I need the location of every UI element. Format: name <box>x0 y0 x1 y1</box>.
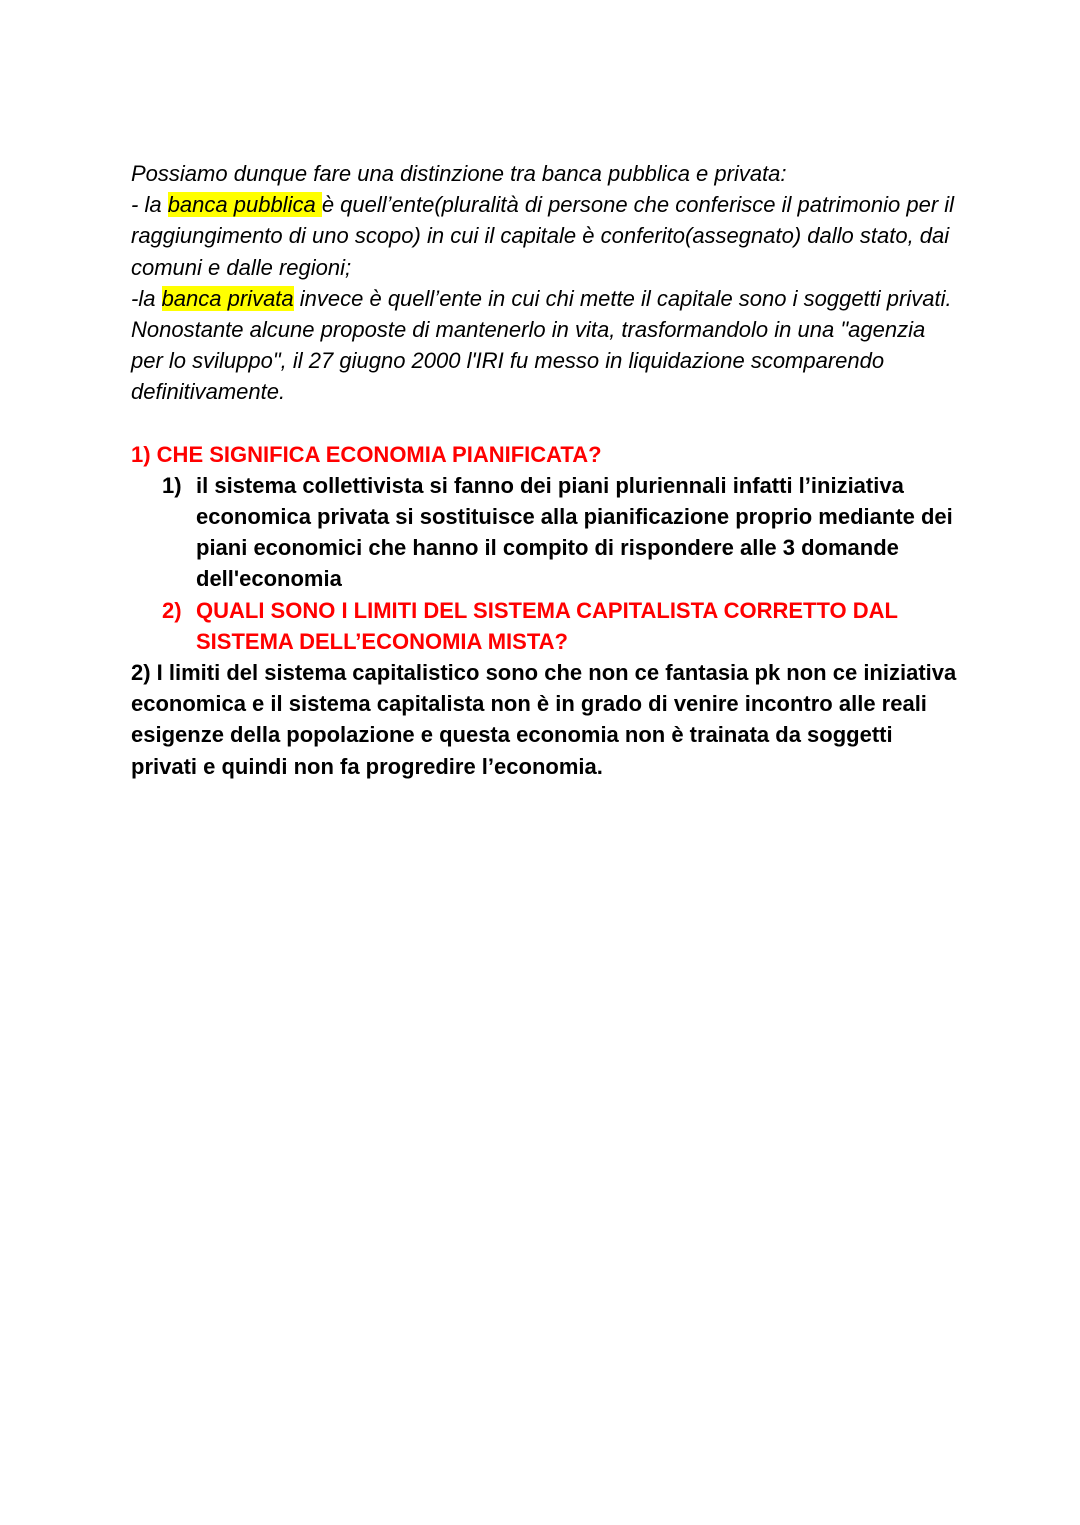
private-bank-highlight: banca privata <box>161 285 294 311</box>
intro-paragraph: Possiamo dunque fare una distinzione tra banca pubblica e privata: <box>131 161 787 186</box>
answer-list <box>131 470 961 657</box>
private-bank-prefix: -la <box>131 285 162 311</box>
list-item-1 <box>131 470 961 595</box>
private-bank-paragraph <box>131 283 961 314</box>
iri-paragraph: Nonostante alcune proposte di mantenerlo in vita, trasformandolo in una "agenzia per lo sviluppo", il 27 giugno 2000 l'IRI fu messo in liquidazione scomparendo definitivamente. <box>131 317 926 405</box>
answer-2-paragraph: 2) I limiti del sistema capitalistico sono che non ce fantasia pk non ce iniziativa economica e il sistema capitalista non è in grado di venire incontro alle reali esigenze della popolazione e questa economia non è trainata da soggetti privati e quindi non fa progredire l’economia. <box>131 660 957 779</box>
list-item-1-text: il sistema collettivista si fanno dei piani pluriennali infatti l’iniziativa economica privata si sostituisce alla pianificazione proprio mediante dei piani economici che hanno il compito di rispondere alle 3 domande dell'economia <box>196 472 953 592</box>
document-body <box>131 158 961 782</box>
paragraph-gap <box>131 408 961 439</box>
list-item-2 <box>131 595 961 657</box>
private-bank-text: invece è quell’ente in cui chi mette il capitale sono i soggetti privati. <box>293 285 952 311</box>
list-item-1-number: 1) <box>162 472 182 498</box>
public-bank-highlight: banca pubblica <box>167 192 322 218</box>
list-item-2-text: QUALI SONO I LIMITI DEL SISTEMA CAPITALISTA CORRETTO DAL SISTEMA DELL’ECONOMIA MISTA? <box>196 597 898 654</box>
public-bank-prefix: - la <box>131 192 168 218</box>
public-bank-text: è quell’ente(pluralità di persone che conferisce il patrimonio per il raggiungimento di uno scopo) in cui il capitale è conferito(assegnato) dallo stato, dai comuni e dalle regioni; <box>131 192 955 280</box>
list-item-2-number: 2) <box>162 597 182 623</box>
public-bank-paragraph <box>131 189 961 283</box>
question-1-heading: 1) CHE SIGNIFICA ECONOMIA PIANIFICATA? <box>131 441 602 467</box>
